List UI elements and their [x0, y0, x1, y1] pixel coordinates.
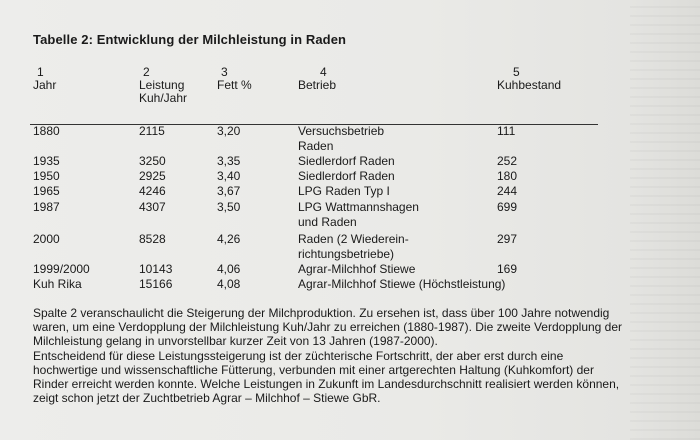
cell-betrieb-line1: Raden (2 Wiederein- — [298, 232, 409, 246]
explanation-paragraph — [33, 306, 673, 405]
cell-betrieb-line1: Versuchsbetrieb — [298, 124, 385, 138]
column-header-fett — [217, 66, 252, 92]
cell-jahr: 1965 — [33, 184, 60, 198]
cell-kuhbestand: 252 — [497, 154, 518, 168]
column-label: Betrieb — [298, 78, 337, 92]
paragraph-line: waren, um eine Verdopplung der Milchleistung Kuh/Jahr zu erreichen (1880-1987). Die zweite Verdopplung der — [33, 320, 623, 335]
cell-jahr: 1999/2000 — [33, 262, 90, 276]
cell-leistung: 2925 — [139, 169, 166, 183]
cell-leistung: 4307 — [139, 200, 166, 214]
paragraph-line: zeigt schon jetzt der Zuchtbetrieb Agrar – Milchhof – Stiewe GbR. — [33, 391, 381, 406]
column-label: Fett % — [217, 78, 252, 92]
cell-leistung: 10143 — [139, 262, 173, 276]
cell-betrieb-line2: und Raden — [298, 215, 357, 229]
column-header-jahr — [33, 65, 60, 92]
cell-fett: 3,20 — [217, 124, 241, 138]
cell-leistung: 8528 — [139, 232, 166, 246]
cell-kuhbestand: 169 — [497, 262, 518, 276]
column-number: 2 — [143, 65, 150, 79]
paragraph-line: Entscheidend für diese Leistungssteigerung ist der züchterische Fortschritt, der aber erst durch eine — [33, 348, 564, 363]
paragraph-line: Spalte 2 veranschaulicht die Steigerung der Milchproduktion. Zu ersehen ist, dass über 100 Jahre notwendig — [33, 306, 610, 320]
cell-jahr: 1880 — [33, 124, 60, 138]
cell-fett: 3,50 — [217, 200, 241, 214]
cell-kuhbestand: 244 — [497, 184, 518, 198]
cell-fett: 3,35 — [217, 154, 241, 168]
column-label: Kuhbestand — [497, 78, 562, 92]
column-number: 5 — [513, 65, 520, 79]
column-header-kuhbestand — [497, 66, 561, 92]
cell-kuhbestand: 111 — [497, 124, 516, 138]
cell-jahr: 1987 — [33, 200, 60, 214]
cell-fett: 4,08 — [217, 277, 241, 291]
cell-fett: 3,40 — [217, 169, 241, 183]
column-header-leistung — [139, 66, 187, 105]
paragraph-line: hochwertige und wissenschaftliche Fütterung, verbunden mit einer artgerechten Haltung (Kuhkomfort) der — [33, 362, 594, 377]
cell-betrieb-line2: Raden — [298, 139, 334, 153]
column-header-betrieb — [298, 66, 336, 92]
cell-betrieb: Agrar-Milchhof Stiewe (Höchstleistung) — [298, 277, 506, 291]
column-label-line1: Leistung — [139, 78, 185, 92]
cell-leistung: 15166 — [139, 277, 173, 291]
column-number: 3 — [221, 65, 228, 79]
cell-jahr: 1935 — [33, 154, 60, 168]
column-label-line2: Kuh/Jahr — [139, 91, 188, 105]
cell-leistung: 4246 — [139, 184, 166, 198]
cell-kuhbestand: 297 — [497, 232, 518, 246]
cell-betrieb: Agrar-Milchhof Stiewe — [298, 262, 416, 276]
cell-leistung: 2115 — [139, 124, 165, 138]
cell-jahr: 1950 — [33, 169, 60, 183]
cell-fett: 4,06 — [217, 262, 241, 276]
cell-betrieb: LPG Raden Typ I — [298, 184, 390, 198]
table-title: Tabelle 2: Entwicklung der Milchleistung in Raden — [33, 32, 347, 47]
paragraph-line: Milchleistung gelang in unvorstellbar kurzer Zeit von 13 Jahren (1987-2000). — [33, 334, 438, 349]
cell-betrieb-line1: LPG Wattmannshagen — [298, 200, 419, 214]
cell-betrieb: Siedlerdorf Raden — [298, 154, 395, 168]
cell-fett: 4,26 — [217, 232, 241, 246]
cell-betrieb: Siedlerdorf Raden — [298, 169, 395, 183]
paragraph-line: Rinder erreicht werden konnte. Welche Leistungen in Zukunft im Landesdurchschnitt realisiert werden können, — [33, 377, 620, 392]
cell-leistung: 3250 — [139, 154, 166, 168]
cell-fett: 3,67 — [217, 184, 241, 198]
cell-kuhbestand: 180 — [497, 169, 518, 183]
cell-kuhbestand: 699 — [497, 200, 518, 214]
column-label: Jahr — [33, 78, 57, 92]
cell-jahr: Kuh Rika — [33, 277, 82, 291]
cell-jahr: 2000 — [33, 232, 60, 246]
column-number: 4 — [320, 65, 327, 79]
cell-betrieb-line2: richtungsbetriebe) — [298, 247, 395, 261]
column-number: 1 — [37, 65, 44, 79]
